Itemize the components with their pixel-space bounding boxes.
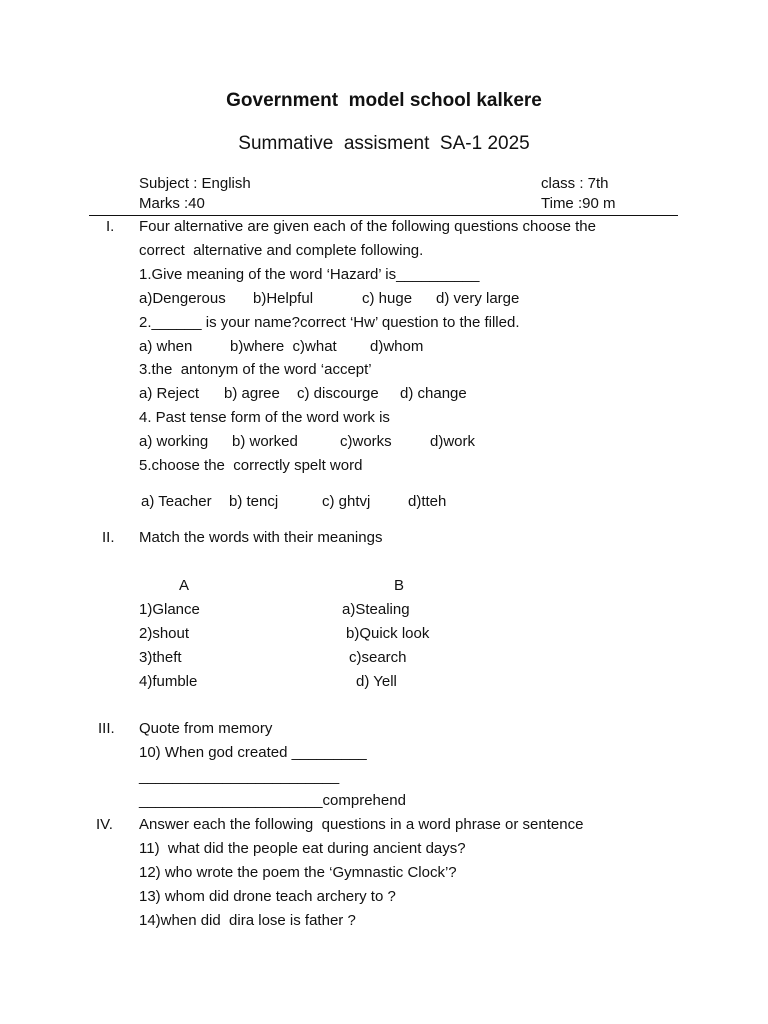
q5-option-d: d)tteh <box>408 493 447 510</box>
subject-label: Subject : English <box>139 175 251 192</box>
q3-option-c: c) discourge <box>297 385 379 402</box>
q4-option-a: a) working <box>139 433 209 450</box>
marks-label: Marks :40 <box>139 195 205 212</box>
match-a-item: 2)shout <box>139 625 190 642</box>
answer-blank-line-comprehend: ______________________comprehend <box>139 792 406 809</box>
question-14: 14)when did dira lose is father ? <box>139 912 356 929</box>
section-1-instruction-line2: correct alternative and complete following. <box>139 242 424 259</box>
exam-title: Summative assisment SA-1 2025 <box>238 133 530 154</box>
question-4: 4. Past tense form of the word work is <box>139 409 390 426</box>
q4-option-b: b) worked <box>232 433 298 450</box>
q3-option-b: b) agree <box>224 385 280 402</box>
column-b-heading: B <box>394 577 405 594</box>
school-title: Government model school kalkere <box>226 90 542 111</box>
match-b-item: c)search <box>349 649 407 666</box>
class-label: class : 7th <box>541 175 609 192</box>
match-a-item: 4)fumble <box>139 673 198 690</box>
q1-option-b: b)Helpful <box>253 290 314 307</box>
question-11: 11) what did the people eat during ancient days? <box>139 840 466 857</box>
section-3-numeral: III. <box>98 720 115 737</box>
header-divider <box>89 215 678 216</box>
match-a-item: 1)Glance <box>139 601 200 618</box>
q1-option-d: d) very large <box>436 290 520 307</box>
section-1-numeral: I. <box>106 218 115 235</box>
time-label: Time :90 m <box>541 195 616 212</box>
question-13: 13) whom did drone teach archery to ? <box>139 888 396 905</box>
answer-blank-line: ________________________ <box>139 768 340 785</box>
match-b-item: d) Yell <box>356 673 397 690</box>
q4-option-c: c)works <box>340 433 392 450</box>
section-1-instruction-line1: Four alternative are given each of the following questions choose the <box>139 218 596 235</box>
question-2: 2.______ is your name?correct ‘Hw’ question to the filled. <box>139 314 520 331</box>
q3-option-d: d) change <box>400 385 467 402</box>
section-2-instruction: Match the words with their meanings <box>139 529 383 546</box>
section-4-numeral: IV. <box>96 816 113 833</box>
section-3-instruction: Quote from memory <box>139 720 273 737</box>
question-3: 3.the antonym of the word ‘accept’ <box>139 361 372 378</box>
question-10: 10) When god created _________ <box>139 744 367 761</box>
q2-option-a: a) when <box>139 338 193 355</box>
column-a-heading: A <box>179 577 190 594</box>
q5-option-a: a) Teacher <box>141 493 212 510</box>
question-5: 5.choose the correctly spelt word <box>139 457 363 474</box>
q4-option-d: d)work <box>430 433 476 450</box>
section-4-instruction: Answer each the following questions in a word phrase or sentence <box>139 816 584 833</box>
match-a-item: 3)theft <box>139 649 182 666</box>
q2-option-d: d)whom <box>370 338 424 355</box>
q5-option-b: b) tencj <box>229 493 279 510</box>
match-b-item: a)Stealing <box>342 601 410 618</box>
q3-option-a: a) Reject <box>139 385 200 402</box>
section-2-numeral: II. <box>102 529 115 546</box>
question-12: 12) who wrote the poem the ‘Gymnastic Clock’? <box>139 864 457 881</box>
q1-option-a: a)Dengerous <box>139 290 226 307</box>
q1-option-c: c) huge <box>362 290 413 307</box>
q5-option-c: c) ghtvj <box>322 493 371 510</box>
question-1: 1.Give meaning of the word ‘Hazard’ is__________ <box>139 266 480 283</box>
q2-option-bc: b)where c)what <box>230 338 337 355</box>
match-b-item: b)Quick look <box>346 625 430 642</box>
